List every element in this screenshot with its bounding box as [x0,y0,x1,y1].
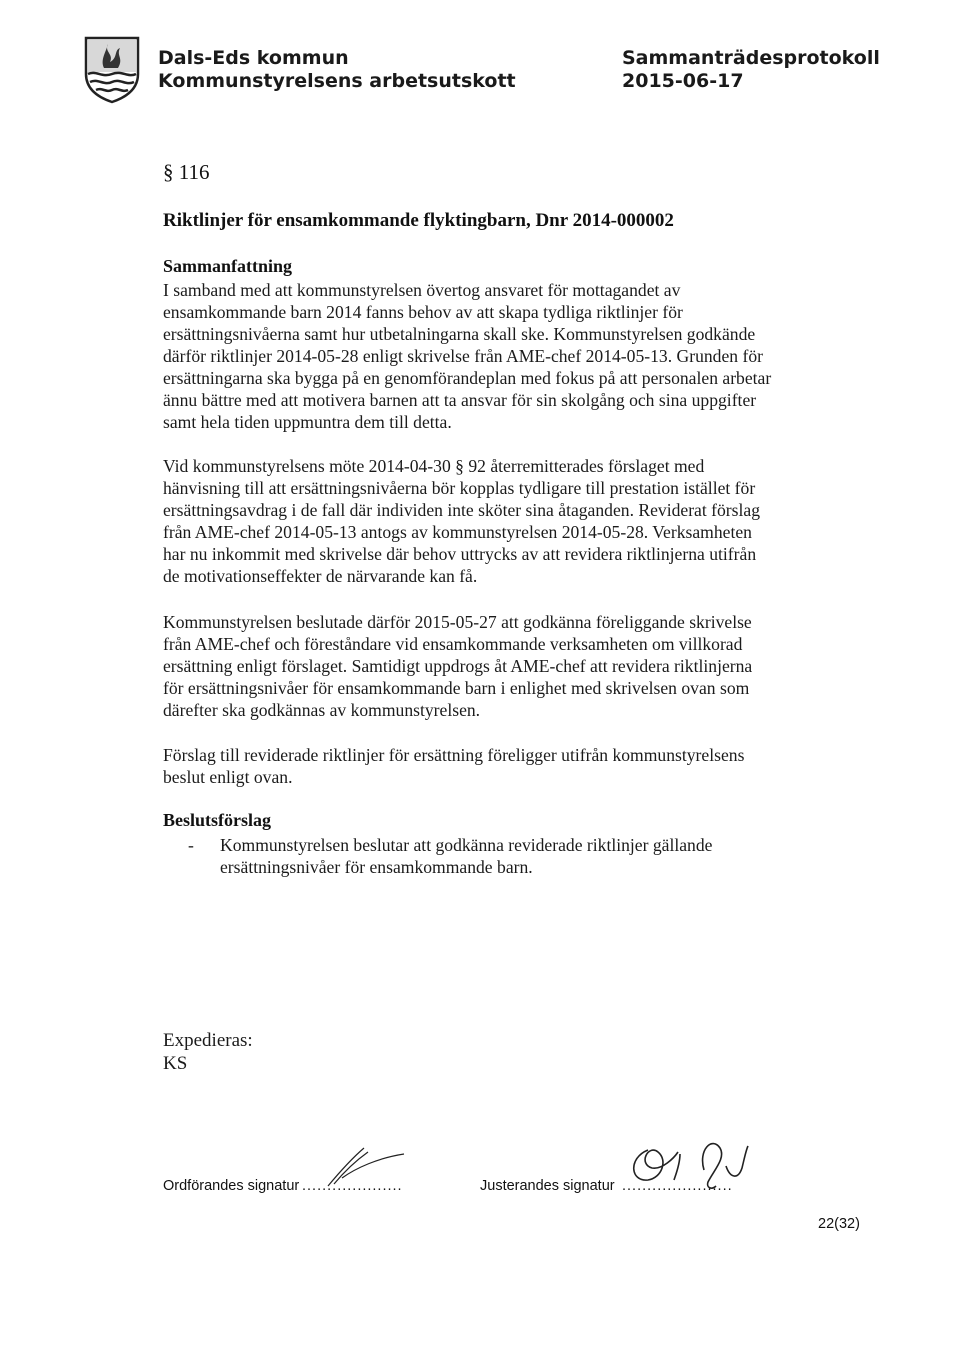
text-line: de motivationseffekter de närvarande kan få. [163,566,478,586]
coat-of-arms-icon [84,36,140,104]
section-title: Riktlinjer för ensamkommande flyktingbarn, Dnr 2014-000002 [163,210,674,231]
text-line: Förslag till reviderade riktlinjer för ersättning föreligger utifrån kommunstyrelsens [163,745,745,765]
paragraph-proposal-available [163,744,863,788]
chair-signature-label: Ordförandes signatur [163,1178,300,1194]
proposal-text [220,834,840,878]
document-type: Sammanträdesprotokoll [622,47,880,69]
paragraph-remittance [163,455,863,587]
text-line: ensamkommande barn 2014 fanns behov av att skapa tydliga riktlinjer för [163,302,683,322]
meeting-date: 2015-06-17 [622,70,744,92]
page-number: 22(32) [818,1216,860,1232]
text-line: ersättningsnivåerna samt hur utbetalningarna skall ske. Kommunstyrelsen godkände [163,324,756,344]
text-line: Kommunstyrelsen beslutade därför 2015-05-27 att godkänna föreliggande skrivelse [163,612,752,632]
summary-paragraph [163,279,863,433]
text-line: hänvisning till att ersättningsnivåerna bör kopplas tydligare till prestation istället för [163,478,756,498]
section-number: § 116 [163,160,210,184]
proposal-heading: Beslutsförslag [163,810,271,830]
adjuster-signature-label: Justerandes signatur [480,1178,615,1194]
text-line: därefter ska godkännas av kommunstyrelsen. [163,700,481,720]
text-line: ersättning enligt förslaget. Samtidigt uppdrogs åt AME-chef att revidera riktlinjerna [163,656,753,676]
text-line: Vid kommunstyrelsens möte 2014-04-30 § 92 återremitterades förslaget med [163,456,705,476]
text-line: Kommunstyrelsen beslutar att godkänna reviderade riktlinjer gällande [220,835,713,855]
text-line: därför riktlinjer 2014-05-28 enligt skrivelse från AME-chef 2014-05-13. Grunden för [163,346,763,366]
text-line: från AME-chef 2014-05-13 antogs av kommunstyrelsen 2014-05-28. Verksamheten [163,522,752,542]
text-line: ersättningsavdrag i de fall där individen inte sköter sina åtaganden. Reviderat förslag [163,500,761,520]
municipality-name: Dals-Eds kommun [158,47,349,69]
text-line: ersättningsnivåer för ensamkommande barn. [220,857,533,877]
dispatch-label: Expedieras: [163,1030,253,1051]
text-line: samt hela tiden uppmuntra dem till detta. [163,412,452,432]
text-line: ännu bättre med att motivera barnen att ta ansvar för sin skolgång och sina uppgifter [163,390,757,410]
text-line: för ersättningsnivåer för ensamkommande barn i enlighet med skrivelsen ovan som [163,678,750,698]
adjuster-signature-scribble-icon [618,1130,768,1200]
dispatch-value: KS [163,1053,188,1074]
chair-signature-line: .................... [302,1178,403,1194]
text-line: I samband med att kommunstyrelsen övertog ansvaret för mottagandet av [163,280,681,300]
committee-name: Kommunstyrelsens arbetsutskott [158,70,516,92]
chair-signature-scribble-icon [298,1138,418,1194]
text-line: har nu inkommit med skrivelse där behov uttrycks av att revidera riktlinjerna utifrån [163,544,757,564]
summary-heading: Sammanfattning [163,256,293,276]
paragraph-decision [163,611,863,721]
adjuster-signature-line: ...................... [622,1178,733,1194]
text-line: ersättningarna ska bygga på en genomförandeplan med fokus på att personalen arbetar [163,368,772,388]
proposal-dash: - [188,835,194,855]
text-line: från AME-chef och föreståndare vid ensamkommande verksamheten om villkorad [163,634,743,654]
text-line: beslut enligt ovan. [163,767,293,787]
